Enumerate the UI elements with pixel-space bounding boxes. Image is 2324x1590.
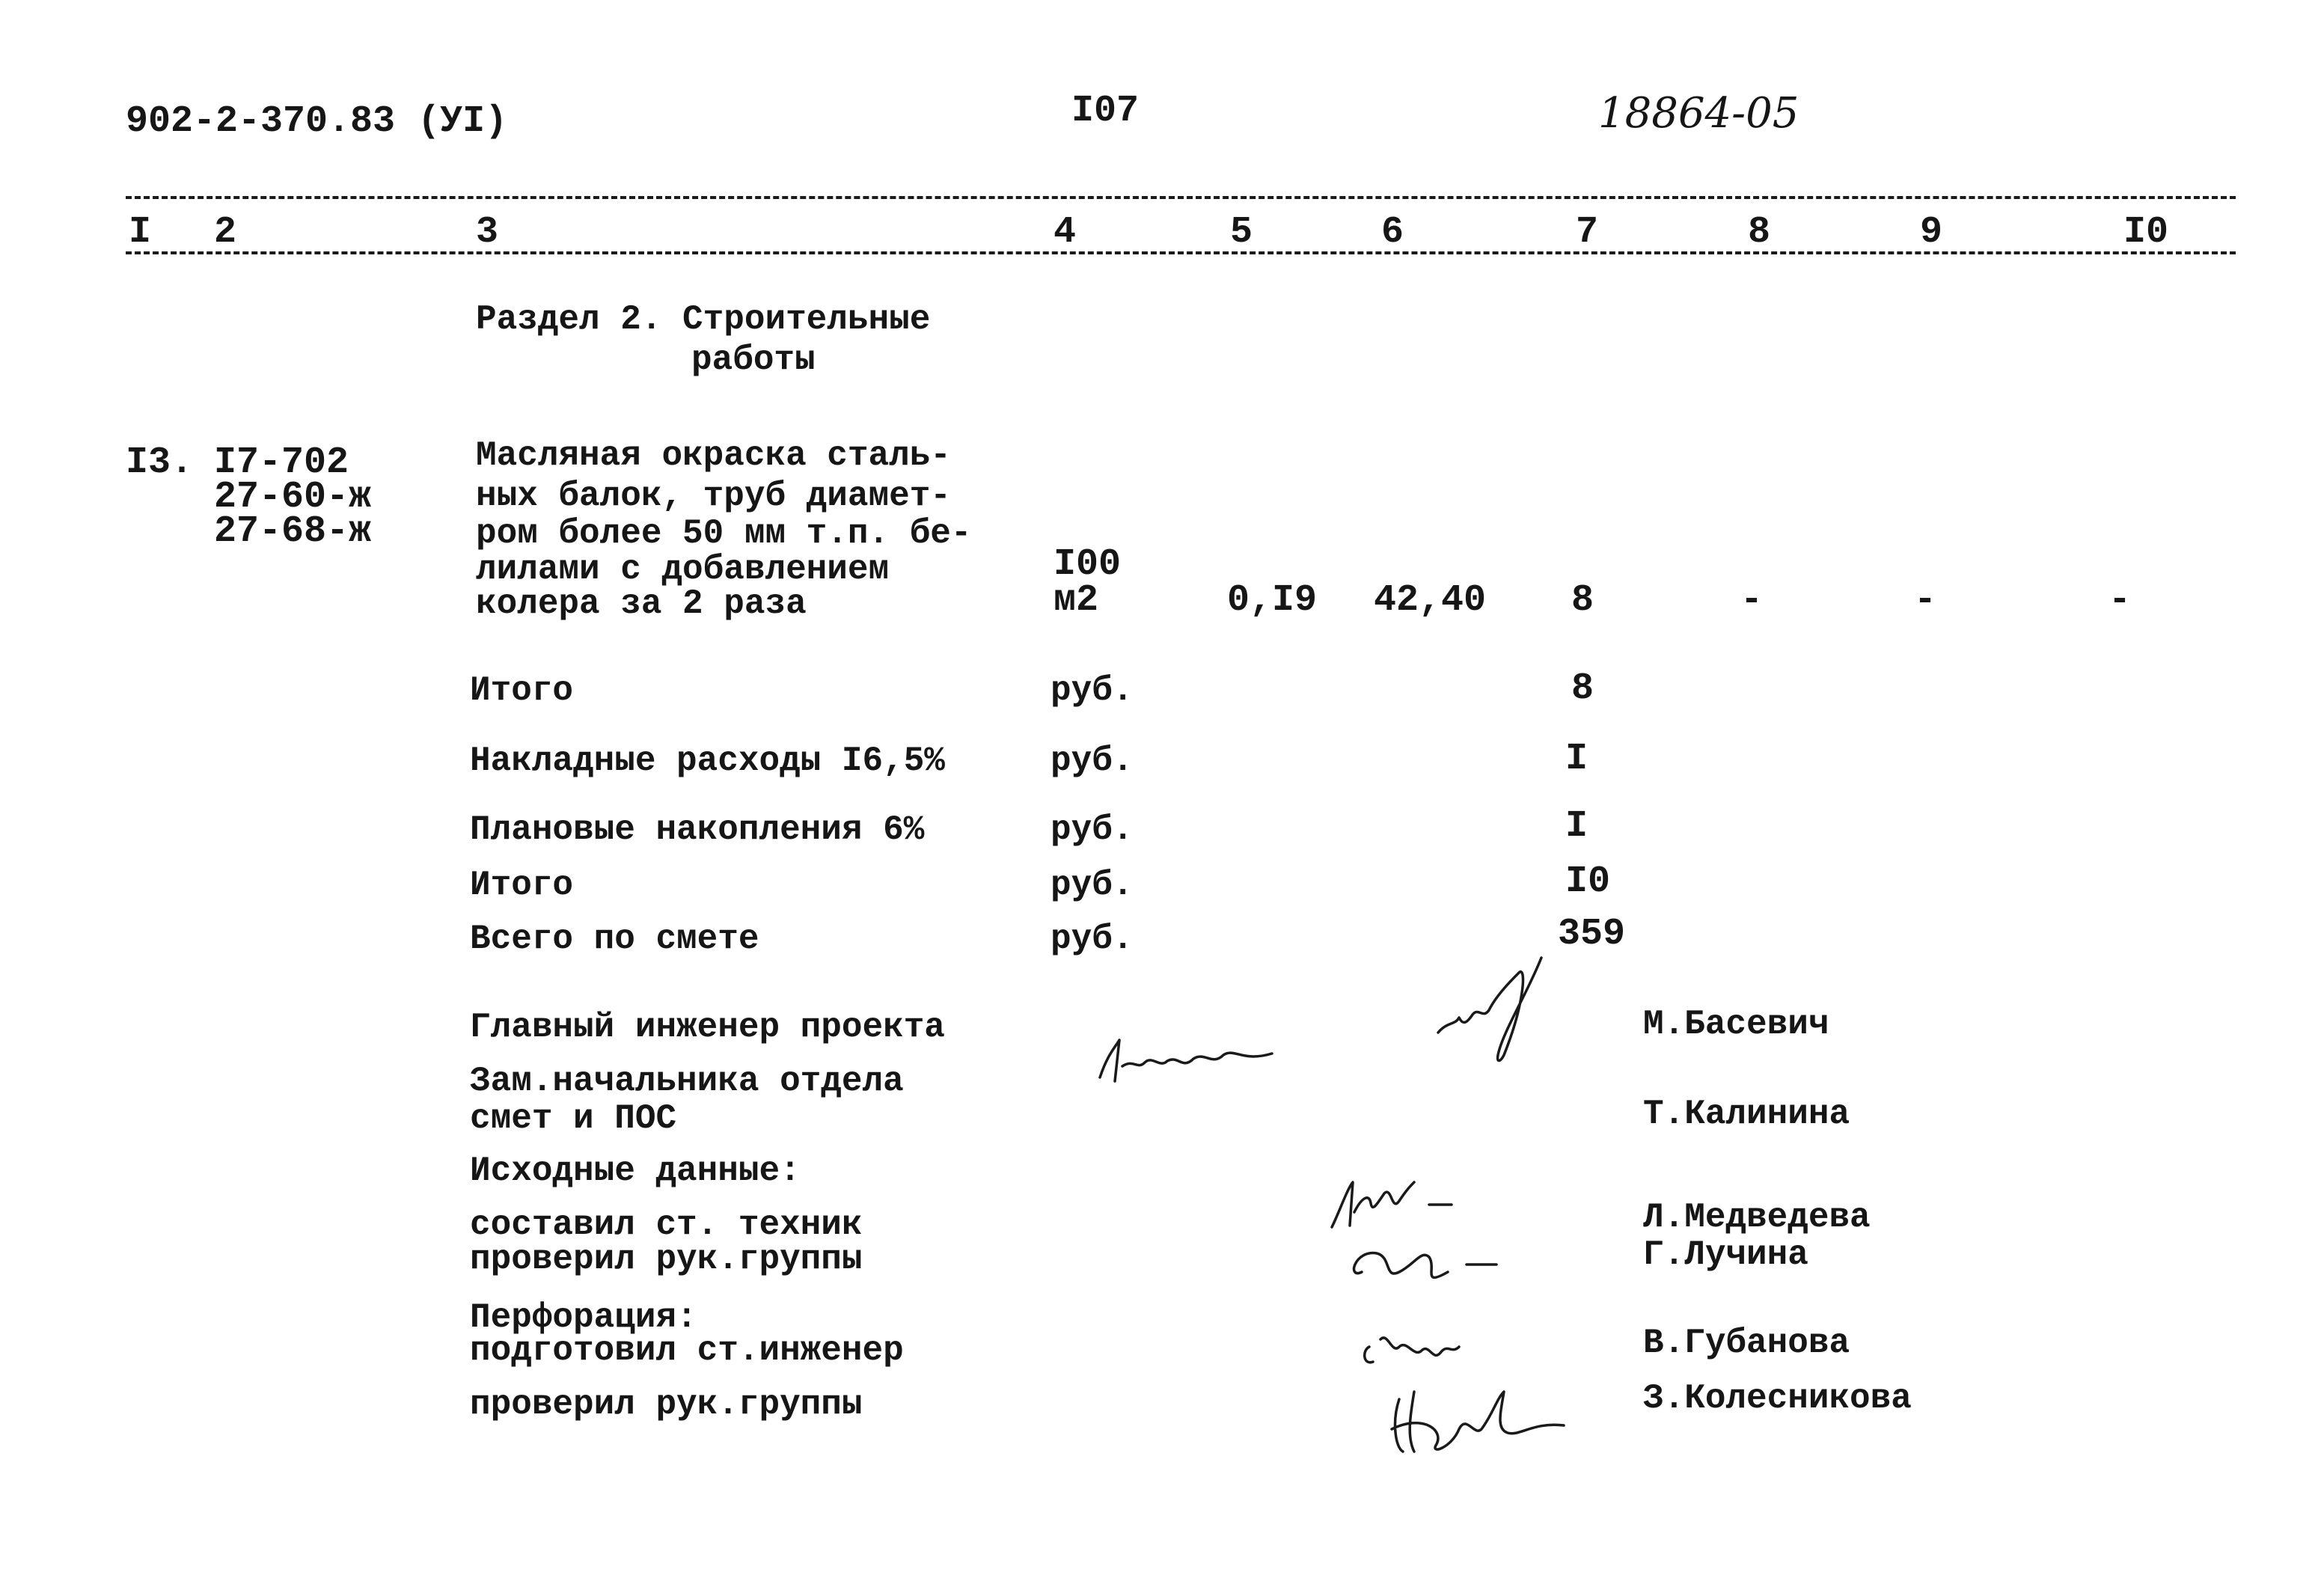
item-code: I7-702 xyxy=(214,441,349,484)
column-number-9: 9 xyxy=(1920,211,1943,254)
item-col10-dash: - xyxy=(2109,579,2132,622)
item-unit-price: 42,40 xyxy=(1374,579,1487,622)
item-unit: м2 xyxy=(1054,579,1099,622)
item-description-line: Масляная окраска сталь- xyxy=(476,436,951,475)
perforation-label: Перфорация: xyxy=(470,1298,697,1337)
handwritten-signature xyxy=(1317,1160,1541,1302)
handwritten-signature xyxy=(1347,1317,1571,1467)
handwritten-signature xyxy=(1429,950,1556,1077)
compiled-by-label: составил ст. техник xyxy=(470,1205,863,1244)
totals-unit: руб. xyxy=(1051,671,1134,710)
signer-name: М.Басевич xyxy=(1643,1005,1829,1044)
item-number: I3. xyxy=(126,441,194,484)
overhead-unit: руб. xyxy=(1051,742,1134,780)
section-heading-line2: работы xyxy=(691,340,816,379)
column-number-6: 6 xyxy=(1381,211,1404,254)
deputy-head-label: Зам.начальника отдела xyxy=(470,1062,904,1101)
signer-name: Т.Калинина xyxy=(1643,1095,1850,1134)
overhead-label: Накладные расходы I6,5% xyxy=(470,742,945,780)
column-number-7: 7 xyxy=(1576,211,1599,254)
planned-savings-value: I xyxy=(1565,805,1588,848)
item-quantity: 0,I9 xyxy=(1227,579,1318,622)
overhead-value: I xyxy=(1565,738,1588,780)
section-heading: Раздел 2. Строительные xyxy=(476,300,931,339)
column-number-1: I xyxy=(129,211,152,254)
column-number-3: 3 xyxy=(476,211,499,254)
item-col9-dash: - xyxy=(1914,579,1937,622)
item-unit-quantity: I00 xyxy=(1054,543,1122,586)
item-description-line: ром более 50 мм т.п. бе- xyxy=(476,514,972,553)
planned-savings-label: Плановые накопления 6% xyxy=(470,810,925,849)
grand-total-value: 359 xyxy=(1558,913,1626,955)
signer-name: З.Колесникова xyxy=(1643,1379,1912,1418)
subtotal-value: I0 xyxy=(1565,860,1611,903)
totals-label: Итого xyxy=(470,671,574,710)
column-number-5: 5 xyxy=(1230,211,1253,254)
grand-total-label: Всего по смете xyxy=(470,920,759,958)
item-total: 8 xyxy=(1571,579,1594,622)
column-number-8: 8 xyxy=(1748,211,1771,254)
subtotal-unit: руб. xyxy=(1051,866,1134,905)
item-col8-dash: - xyxy=(1740,579,1764,622)
page-number: I07 xyxy=(1071,90,1140,132)
signer-name: Г.Лучина xyxy=(1643,1235,1808,1274)
chief-engineer-label: Главный инженер проекта xyxy=(470,1008,945,1047)
planned-savings-unit: руб. xyxy=(1051,810,1134,849)
deputy-head-label-line2: смет и ПОС xyxy=(470,1099,677,1138)
checked-by-label: проверил рук.группы xyxy=(470,1240,863,1279)
item-description-line: колера за 2 раза xyxy=(476,584,807,623)
source-data-label: Исходные данные: xyxy=(470,1152,801,1190)
document-code: 902-2-370.83 (УI) xyxy=(126,100,508,143)
archive-number: 18864-05 xyxy=(1598,89,1799,138)
bottom-dashed-rule xyxy=(126,251,2236,254)
checked-by-label-2: проверил рук.группы xyxy=(470,1385,863,1424)
top-dashed-rule xyxy=(126,196,2236,199)
signer-name: В.Губанова xyxy=(1643,1324,1850,1363)
subtotal-label: Итого xyxy=(470,866,574,905)
item-description-line: лилами с добавлением xyxy=(476,550,890,589)
prepared-by-label: подготовил ст.инженер xyxy=(470,1331,904,1370)
grand-total-unit: руб. xyxy=(1051,920,1134,958)
column-number-4: 4 xyxy=(1054,211,1077,254)
handwritten-signature xyxy=(1092,1025,1287,1092)
item-description-line: ных балок, труб диамет- xyxy=(476,477,951,516)
column-number-10: I0 xyxy=(2123,211,2169,254)
item-code: 27-68-ж xyxy=(214,510,372,553)
item-code: 27-60-ж xyxy=(214,476,372,519)
signer-name: Л.Медведева xyxy=(1643,1198,1871,1237)
totals-value: 8 xyxy=(1571,667,1594,710)
column-number-2: 2 xyxy=(214,211,237,254)
